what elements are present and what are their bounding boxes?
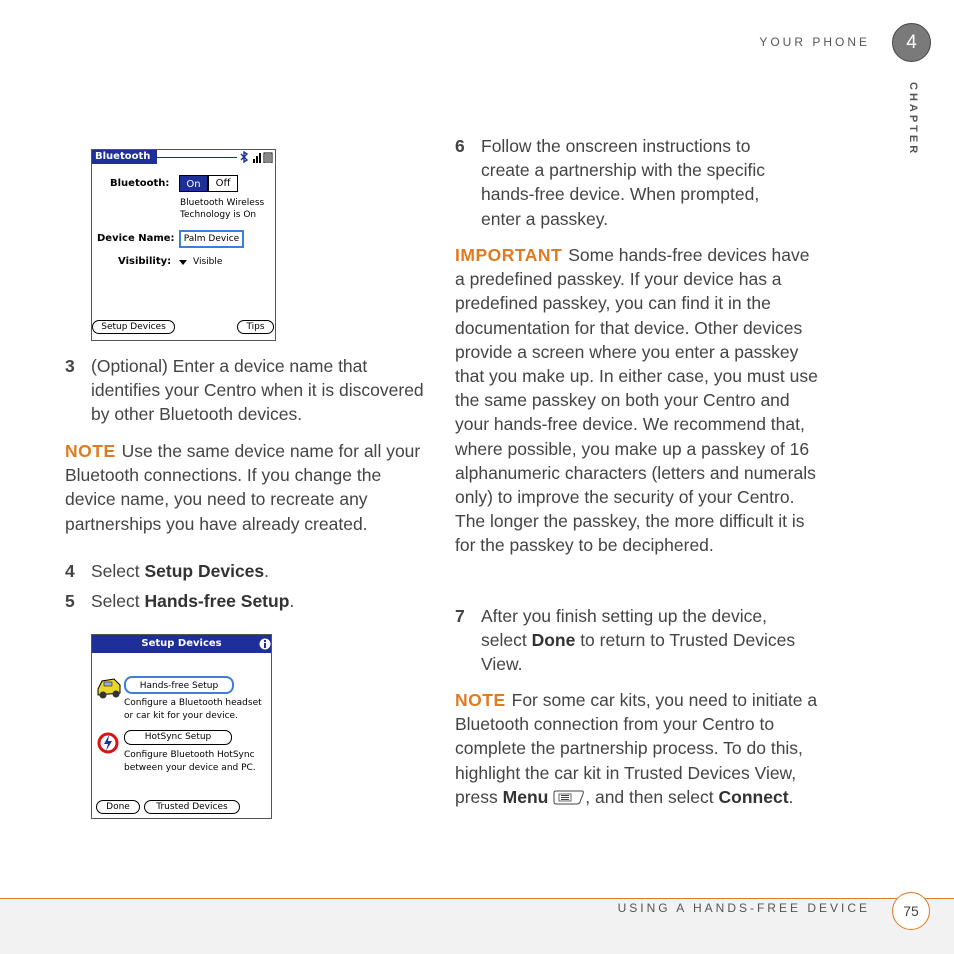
hands-free-desc-line1: Configure a Bluetooth headset xyxy=(124,698,262,708)
setup-devices-button[interactable]: Setup Devices xyxy=(92,320,175,334)
important-title: IMPORTANT xyxy=(455,245,563,265)
running-header: YOUR PHONE xyxy=(759,35,870,49)
step-number: 3 xyxy=(65,356,75,376)
chapter-label: CHAPTER xyxy=(907,82,919,157)
hotsync-desc-line1: Configure Bluetooth HotSync xyxy=(124,750,255,760)
setup-devices-screenshot xyxy=(91,634,272,819)
chapter-number-badge: 4 xyxy=(892,23,931,62)
bluetooth-screenshot xyxy=(91,149,276,341)
bluetooth-on-button[interactable]: On xyxy=(179,175,208,192)
menu-key-icon xyxy=(553,788,585,806)
visibility-value: Visible xyxy=(193,257,223,267)
bluetooth-off-button[interactable]: Off xyxy=(208,175,238,192)
step-number: 7 xyxy=(455,606,465,626)
step-7: 7 After you finish setting up the device, select Done to return to Trusted Devices View. xyxy=(455,604,825,677)
trusted-devices-button[interactable]: Trusted Devices xyxy=(144,800,240,814)
hotsync-desc-line2: between your device and PC. xyxy=(124,763,256,773)
hotsync-setup-button[interactable]: HotSync Setup xyxy=(124,730,232,745)
visibility-label: Visibility: xyxy=(118,256,172,267)
hands-free-desc-line2: or car kit for your device. xyxy=(124,711,238,721)
step-text: (Optional) Enter a device name that identifies your Centro when it is discovered by other Bluetooth devices. xyxy=(91,356,424,425)
hands-free-setup-button[interactable]: Hands-free Setup xyxy=(124,676,234,694)
car-kit-icon xyxy=(94,675,124,701)
important-text: Some hands-free devices have a predefined passkey. If your device has a predefined passkey, you can find it in the documentation for that device. Other devices provide a screen where you enter a passkey that you make up. In either case, you must use the same passkey on both your Centro and your hands-free device. We recommend that, where possible, you make up a passkey of 16 alphanumeric characters (letters and numerals only) to improve the security of your Centro. The longer the passkey, the more difficult it is for the passkey to be deciphered. xyxy=(455,245,818,556)
info-icon[interactable] xyxy=(259,638,271,650)
step-5: 5 Select Hands-free Setup. xyxy=(65,589,435,613)
menu-ref: Menu xyxy=(502,786,549,807)
step-6 xyxy=(455,134,825,231)
page-number: 75 xyxy=(892,892,930,930)
visibility-dropdown[interactable] xyxy=(178,256,238,269)
done-ref: Done xyxy=(531,630,576,651)
tips-button[interactable]: Tips xyxy=(237,320,274,334)
hotsync-icon xyxy=(97,732,119,754)
step-number: 4 xyxy=(65,561,75,581)
step-4: 4 Select Setup Devices. xyxy=(65,559,435,583)
bluetooth-icon xyxy=(239,151,249,163)
running-footer: USING A HANDS-FREE DEVICE xyxy=(617,901,870,915)
setup-devices-title-bar xyxy=(92,635,271,653)
step-number: 6 xyxy=(455,136,465,156)
note-title: NOTE xyxy=(65,441,116,461)
device-name-label: Device Name: xyxy=(97,233,175,244)
note-text: Use the same device name for all your Bluetooth connections. If you change the device name, you need to recreate any partnerships you have already created. xyxy=(65,441,421,534)
hands-free-setup-ref: Hands-free Setup xyxy=(144,591,290,611)
step-text: Follow the onscreen instructions to create a partnership with the specific hands-free device. When prompted, enter a passkey. xyxy=(481,136,766,229)
note2-title: NOTE xyxy=(455,690,506,710)
signal-icon xyxy=(252,151,274,163)
bluetooth-status-line1: Bluetooth Wireless xyxy=(180,198,265,208)
bluetooth-screen-title-bar xyxy=(92,150,157,164)
bluetooth-screen-title: Bluetooth xyxy=(95,151,151,162)
connect-ref: Connect xyxy=(718,786,789,807)
setup-devices-ref: Setup Devices xyxy=(144,561,265,581)
device-name-field[interactable]: Palm Device xyxy=(179,230,244,248)
setup-devices-screen-title: Setup Devices xyxy=(141,638,222,649)
note2-callout: NOTE For some car kits, you need to initiate a Bluetooth connection from your Centro to complete the partnership process. To do this, highlight the car kit in Trusted Devices View, press Menu , and then select Connect. xyxy=(455,690,818,807)
step-3 xyxy=(65,354,435,427)
note-callout xyxy=(65,439,435,536)
bluetooth-label: Bluetooth: xyxy=(110,178,170,189)
bluetooth-status-line2: Technology is On xyxy=(180,210,257,220)
important-callout xyxy=(455,243,823,558)
chevron-down-icon xyxy=(179,260,187,265)
step-number: 5 xyxy=(65,591,75,611)
done-button[interactable]: Done xyxy=(96,800,140,814)
